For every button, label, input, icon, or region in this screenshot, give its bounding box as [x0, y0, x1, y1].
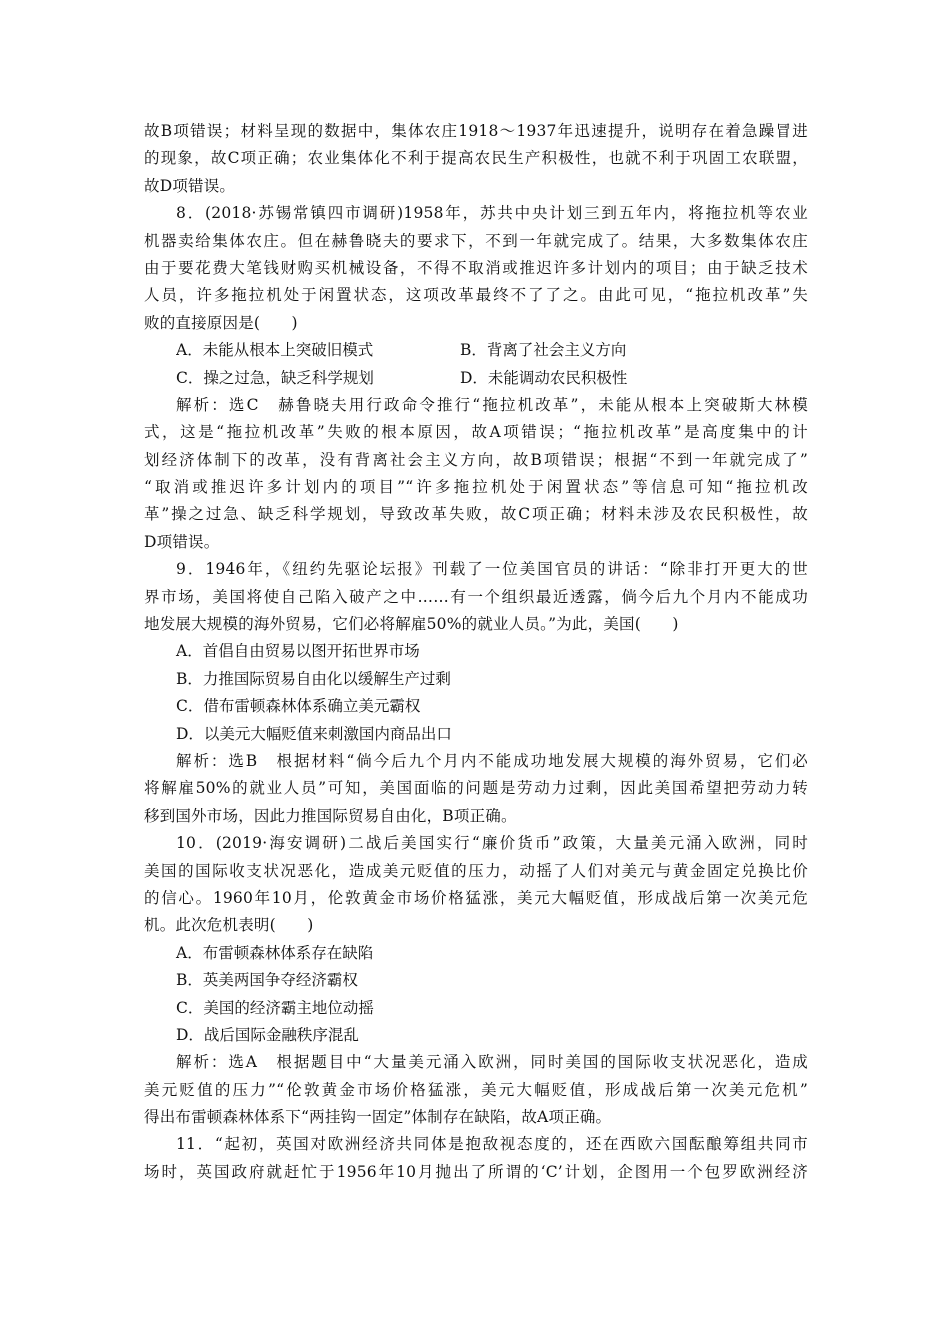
option-a: A．布雷顿森林体系存在缺陷 [176, 943, 374, 962]
text-line: 的现象，故C项正确；农业集体化不利于提高农民生产积极性，也就不利于巩固工农联盟， [144, 149, 808, 168]
answer-9-line: 移到国外市场，因此力推国际贸易自由化，B项正确。 [144, 806, 517, 825]
option-a: A．未能从根本上突破旧模式 [176, 341, 374, 360]
answer-8-line: 划经济体制下的改革，没有背离社会主义方向，故B项错误；根据“不到一年就完成了” [144, 450, 808, 469]
answer-8-line: 革”操之过急、缺乏科学规划，导致改革失败，故C项正确；材料未涉及农民积极性，故 [144, 505, 808, 524]
answer-8-line: D项错误。 [144, 532, 220, 551]
question-9-line: 9．1946年，《纽约先驱论坛报》刊载了一位美国官员的讲话：“除非打开更大的世 [176, 560, 808, 579]
answer-10-line: 解析：选A 根据题目中“大量美元涌入欧洲，同时美国的国际收支状况恶化，造成 [176, 1053, 808, 1072]
option-b: B．力推国际贸易自由化以缓解生产过剩 [176, 669, 451, 688]
question-8-options-row [144, 365, 808, 392]
answer-10-line: 得出布雷顿森林体系下“两挂钩一固定”体制存在缺陷，故A项正确。 [144, 1108, 612, 1127]
question-10-line: 美国的国际收支状况恶化，造成美元贬值的压力，动摇了人们对美元与黄金固定兑换比价 [144, 861, 808, 880]
question-10-line: 10．(2019·海安调研)二战后美国实行“廉价货币”政策，大量美元涌入欧洲，同时 [176, 834, 808, 853]
question-8-options-row [144, 337, 808, 364]
answer-9-line: 将解雇50%的就业人员”可知，美国面临的问题是劳动力过剩，因此美国希望把劳动力转 [144, 779, 808, 798]
question-10-line: 机。此次危机表明( ) [144, 916, 314, 935]
option-a: A．首倡自由贸易以图开拓世界市场 [176, 642, 420, 661]
question-11-line: 11．“起初，英国对欧洲经济共同体是抱敌视态度的，还在西欧六国酝酿筹组共同市 [176, 1135, 808, 1154]
answer-9-line: 解析：选B 根据材料“倘今后九个月内不能成功地发展大规模的海外贸易，它们必 [176, 751, 808, 770]
question-8-line: 败的直接原因是( ) [144, 313, 298, 332]
text-line: 故D项错误。 [144, 176, 236, 195]
answer-10-line: 美元贬值的压力”“伦敦黄金市场价格猛涨，美元大幅贬值，形成战后第一次美元危机” [144, 1080, 808, 1099]
question-8-line: 8．(2018·苏锡常镇四市调研)1958年，苏共中央计划三到五年内，将拖拉机等农业 [176, 204, 808, 223]
question-9-line: 界市场，美国将使自己陷入破产之中……有一个组织最近透露，倘今后九个月内不能成功 [144, 587, 808, 606]
option-b: B．背离了社会主义方向 [460, 341, 627, 360]
question-8-line: 由于要花费大笔钱财购买机械设备，不得不取消或推迟许多计划内的项目；由于缺乏技术 [144, 258, 808, 277]
question-8-line: 人员，许多拖拉机处于闲置状态，这项改革最终不了了之。由此可见，“拖拉机改革”失 [144, 286, 808, 305]
option-d: D．未能调动农民积极性 [460, 368, 628, 387]
answer-8-line: “取消或推迟许多计划内的项目”“许多拖拉机处于闲置状态”等信息可知“拖拉机改 [144, 478, 808, 497]
answer-8-line: 式，这是“拖拉机改革”失败的根本原因，故A项错误；“拖拉机改革”是高度集中的计 [144, 423, 808, 442]
answer-8-line: 解析：选C 赫鲁晓夫用行政命令推行“拖拉机改革”，未能从根本上突破斯大林模 [176, 395, 808, 414]
option-d: D．战后国际金融秩序混乱 [176, 1025, 359, 1044]
question-11-line: 场时，英国政府就赶忙于1956年10月抛出了所谓的‘C’计划，企图用一个包罗欧洲经济 [144, 1162, 808, 1181]
option-b: B．英美两国争夺经济霸权 [176, 971, 358, 990]
document-page [144, 118, 808, 1186]
option-c: C．借布雷顿森林体系确立美元霸权 [176, 697, 421, 716]
question-9-line: 地发展大规模的海外贸易，它们必将解雇50%的就业人员。”为此，美国( ) [144, 615, 679, 634]
option-d: D．以美元大幅贬值来刺激国内商品出口 [176, 724, 452, 743]
option-c: C．美国的经济霸主地位动摇 [176, 998, 374, 1017]
text-line: 故B项错误；材料呈现的数据中，集体农庄1918～1937年迅速提升，说明存在着急躁冒进 [144, 122, 808, 140]
question-8-line: 机器卖给集体农庄。但在赫鲁晓夫的要求下，不到一年就完成了。结果，大多数集体农庄 [144, 231, 808, 250]
question-10-line: 的信心。1960年10月，伦敦黄金市场价格猛涨，美元大幅贬值，形成战后第一次美元危 [144, 888, 808, 907]
option-c: C．操之过急，缺乏科学规划 [176, 368, 374, 387]
